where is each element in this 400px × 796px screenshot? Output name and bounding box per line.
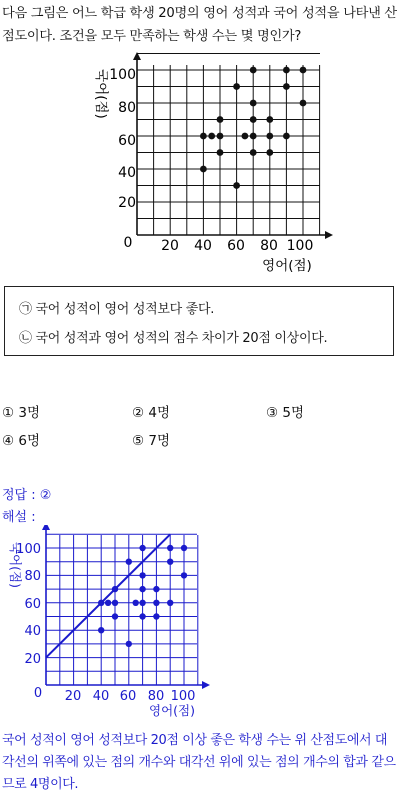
choice-3[interactable]: ③ 5명 <box>266 405 305 421</box>
data-point <box>233 182 240 189</box>
x-tick-60: 60 <box>227 238 245 254</box>
data-point <box>167 545 173 551</box>
x-tick-40: 40 <box>194 238 212 254</box>
y-tick-40: 40 <box>118 165 136 181</box>
exp-y-tick-80: 80 <box>24 569 41 584</box>
data-point <box>139 572 145 578</box>
x-tick-80: 80 <box>260 238 278 254</box>
exp-y-tick-60: 60 <box>24 597 41 612</box>
data-point <box>217 133 224 140</box>
data-point <box>153 600 159 606</box>
data-point <box>208 133 215 140</box>
data-point <box>250 149 257 156</box>
data-point <box>112 586 118 592</box>
choice-4[interactable]: ④ 6명 <box>2 433 41 449</box>
data-point <box>200 166 207 173</box>
explanation-scatter-plot <box>0 525 220 725</box>
data-point <box>283 133 290 140</box>
exp-origin-label: 0 <box>33 686 43 701</box>
exp-y-axis-label: 국어(점) <box>8 542 23 588</box>
exp-x-tick-20: 20 <box>64 689 82 704</box>
x-axis-arrow <box>202 681 210 689</box>
data-point <box>105 600 111 606</box>
exp-x-tick-80: 80 <box>147 689 165 704</box>
exp-y-tick-40: 40 <box>24 624 41 639</box>
x-axis-label: 영어(점) <box>262 258 312 274</box>
data-point <box>233 83 240 90</box>
exp-x-tick-40: 40 <box>92 689 110 704</box>
data-point <box>181 545 187 551</box>
condition-b: ㉡ 국어 성적과 영어 성적의 점수 차이가 20점 이상이다. <box>19 331 328 346</box>
data-point <box>200 133 207 140</box>
data-point <box>98 627 104 633</box>
data-point <box>266 133 273 140</box>
exp-x-tick-60: 60 <box>119 689 137 704</box>
data-point <box>139 545 145 551</box>
data-point <box>250 116 257 123</box>
explanation-text: 국어 성적이 영어 성적보다 20점 이상 좋은 학생 수는 위 산점도에서 대각선의 위쪽에 있는 점의 개수와 대각선 위에 있는 점의 개수의 합과 같으므로 4명이다. <box>2 733 396 792</box>
exp-y-tick-20: 20 <box>24 652 41 667</box>
explanation-label: 해설 : <box>2 510 36 525</box>
origin-label: 0 <box>123 235 133 251</box>
diagonal-line <box>46 534 170 657</box>
data-point <box>217 149 224 156</box>
diagonal-line-segment <box>46 534 170 657</box>
exp-y-tick-100: 100 <box>16 542 41 557</box>
scatter-plot <box>0 52 400 278</box>
x-tick-100: 100 <box>286 238 314 254</box>
choice-2[interactable]: ② 4명 <box>132 405 171 421</box>
data-point <box>250 67 257 74</box>
x-tick-20: 20 <box>161 238 179 254</box>
data-point <box>217 116 224 123</box>
data-point <box>250 133 257 140</box>
data-point <box>167 600 173 606</box>
data-point <box>300 100 307 107</box>
choice-1[interactable]: ① 3명 <box>2 405 41 421</box>
data-point <box>126 641 132 647</box>
data-point <box>167 559 173 565</box>
data-point <box>139 613 145 619</box>
y-axis-label: 국어(점) <box>93 69 109 119</box>
data-point <box>242 133 249 140</box>
data-point <box>112 600 118 606</box>
data-point <box>112 613 118 619</box>
choice-5[interactable]: ⑤ 7명 <box>132 433 171 449</box>
y-tick-80: 80 <box>118 100 136 116</box>
y-tick-60: 60 <box>118 133 136 149</box>
data-point <box>266 149 273 156</box>
exp-x-tick-100: 100 <box>170 689 196 704</box>
conditions-box <box>4 286 394 356</box>
y-tick-100: 100 <box>109 67 136 83</box>
data-point <box>283 83 290 90</box>
data-point <box>153 586 159 592</box>
data-point <box>181 572 187 578</box>
data-point <box>283 67 290 74</box>
x-axis-arrow <box>325 231 333 239</box>
y-tick-20: 20 <box>118 195 136 211</box>
condition-a: ㉠ 국어 성적이 영어 성적보다 좋다. <box>19 302 215 317</box>
data-point <box>98 600 104 606</box>
data-point <box>139 600 145 606</box>
data-point <box>139 586 145 592</box>
y-axis-arrow <box>42 525 50 530</box>
answer-label: 정답 : ② <box>2 488 52 503</box>
question-text: 다음 그림은 어느 학급 학생 20명의 영어 성적과 국어 성적을 나타낸 산점도이다. 조건을 모두 만족하는 학생 수는 몇 명인가? <box>2 6 397 44</box>
data-point <box>300 67 307 74</box>
scatter-grid <box>133 52 333 239</box>
data-point <box>153 613 159 619</box>
data-point <box>250 100 257 107</box>
exp-x-axis-label: 영어(점) <box>149 703 195 718</box>
data-point <box>133 600 139 606</box>
data-point <box>266 116 273 123</box>
data-point <box>126 559 132 565</box>
